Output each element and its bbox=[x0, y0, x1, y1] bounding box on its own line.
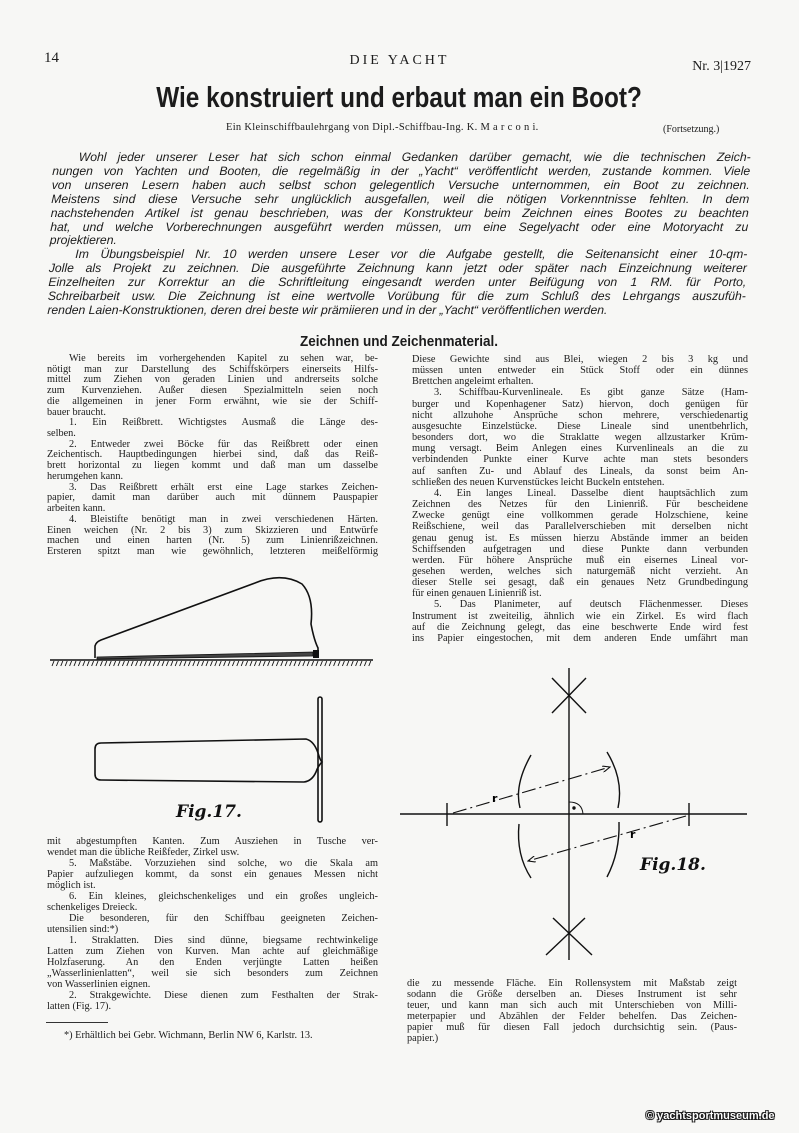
hatch-mark bbox=[193, 661, 195, 666]
text-line: besonders dort, wo die Straklatte wegen allzustarker Krüm- bbox=[412, 432, 748, 444]
text-line: von unseren Lesern haben auch selbst schon gelegentlich Versuche unternommen, ein Boot zu zeichnen. bbox=[51, 177, 750, 192]
hatch-mark bbox=[65, 661, 67, 666]
text-line: Zeichnen des Netzes für den Linienriß. Für bescheidene bbox=[412, 499, 748, 511]
hatch-mark bbox=[307, 661, 309, 666]
hatch-mark bbox=[360, 661, 362, 666]
text-line: 3. Schiffbau-Kurvenlineale. Es gibt ganze Sätze (Ham- bbox=[434, 387, 748, 399]
left-column-top bbox=[47, 354, 378, 558]
hatch-mark bbox=[188, 661, 190, 666]
text-line: für einen genauen Linienriß ist. bbox=[412, 588, 542, 600]
footnote-divider bbox=[46, 1022, 108, 1023]
text-line: arbeiten kann. bbox=[47, 503, 106, 515]
paragraph bbox=[47, 990, 378, 1012]
text-line: auf die Zeichnung gelegt, das eine beschwerte Ende wird fest bbox=[412, 621, 748, 633]
paragraph bbox=[47, 935, 378, 990]
hatch-mark bbox=[356, 661, 358, 666]
text-line: zum Kurvenziehen. Außer diesen Spezialmitteln seien noch bbox=[47, 385, 378, 397]
text-line: werden. Für höhere Ansprüche muß ein eisernes Lineal vor- bbox=[412, 554, 748, 566]
text-line: nungen von Yachten und Booten, die regelmäßig in der „Yacht“ veröffentlicht werden, zustande kommen. Viele bbox=[51, 163, 751, 178]
text-line: Jolle als Projekt zu zeichnen. Die ausgeführte Zeichnung kann jetzt oder später nach Einzeichnung weiterer bbox=[48, 261, 748, 276]
text-line: projektieren. bbox=[49, 233, 118, 248]
text-line: meterpapier und Abzählen der Felder behelfen. Das Zeichen- bbox=[407, 1011, 737, 1023]
hatch-mark bbox=[162, 661, 164, 666]
text-line: 6. Ein kleines, gleichschenkeliges und ein großes ungleich- bbox=[69, 891, 378, 902]
hatch-mark bbox=[118, 661, 120, 666]
hatch-mark bbox=[272, 661, 274, 666]
hatch-mark bbox=[171, 661, 173, 666]
hatch-mark bbox=[210, 661, 212, 666]
hatch-mark bbox=[149, 661, 151, 666]
text-line: mittel zum Ziehen von geraden Linien und andrerseits solche bbox=[47, 374, 378, 386]
hatch-mark bbox=[122, 661, 124, 666]
text-line: Meistens sind diese Versuche sehr unglücklich ausgefallen, weil die nötigen Vorkenntnisse fehlten. In dem bbox=[51, 191, 750, 206]
text-line: schließen des neuen Kurvenstückes leicht Buckeln entstehen. bbox=[412, 476, 665, 488]
hatch-mark bbox=[237, 661, 239, 666]
text-line: von Wasserlinien eignen. bbox=[47, 979, 151, 990]
text-line: Diese Gewichte sind aus Blei, wiegen 2 bis 3 kg und bbox=[412, 354, 748, 365]
article-title bbox=[0, 82, 799, 115]
intro-text bbox=[47, 151, 751, 318]
hatch-mark bbox=[56, 661, 58, 666]
issue-number: Nr. 3|1927 bbox=[692, 59, 751, 74]
text-line: Papier aufzuliegen kommt, da sonst ein genaues Messen nicht bbox=[47, 869, 378, 880]
hatch-mark bbox=[263, 661, 265, 666]
text-line: 5. Das Planimeter, auf deutsch Flächenmesser. Dieses bbox=[434, 599, 748, 611]
text-line: 3. Das Reißbrett erhält erst eine Lage starkes Zeichen- bbox=[69, 481, 378, 493]
lath-side-view bbox=[97, 652, 313, 659]
hatch-mark bbox=[78, 661, 80, 666]
hatch-mark bbox=[290, 661, 292, 666]
right-angle-mark bbox=[569, 802, 583, 814]
text-line: Latten zum Ziehen von Kurven. Man achte auf gleichmäßige bbox=[47, 946, 378, 957]
arc-right-lower bbox=[607, 822, 619, 877]
hatch-mark bbox=[153, 661, 155, 666]
paragraph bbox=[47, 248, 747, 318]
hatch-mark bbox=[92, 661, 94, 666]
paragraph bbox=[47, 836, 378, 858]
arc-left-lower bbox=[519, 824, 532, 878]
section-heading bbox=[0, 333, 799, 350]
intersection-mark-top bbox=[552, 678, 586, 713]
hatch-mark bbox=[294, 661, 296, 666]
hatch-mark bbox=[197, 661, 199, 666]
hatch-mark bbox=[338, 661, 340, 666]
paragraph bbox=[47, 418, 378, 439]
text-line: 1. Straklatten. Dies sind dünne, biegsame rechtwinkelige bbox=[69, 935, 378, 946]
hatch-mark bbox=[241, 661, 243, 666]
text-line: Die besonderen, für den Schiffbau geeigneten Zeichen- bbox=[69, 913, 378, 924]
hatch-mark bbox=[215, 661, 217, 666]
hatch-mark bbox=[347, 661, 349, 666]
arc-left-upper bbox=[518, 755, 531, 808]
text-line: herumgehen kann. bbox=[47, 470, 124, 482]
text-line: Holzfaserung. An den Enden verjüngte Latten heißen bbox=[47, 957, 378, 968]
hatch-mark bbox=[166, 661, 168, 666]
hatch-mark bbox=[285, 661, 287, 666]
text-line: ausgesuchte Einzelstücke. Diese Lineale sind unentbehrlich, bbox=[412, 420, 748, 432]
text-line: schenkeliges Dreieck. bbox=[47, 902, 138, 913]
paragraph bbox=[47, 891, 378, 913]
text-line: Reißschiene, weil das Parallelverschieben mit derselben nicht bbox=[412, 521, 748, 533]
right-angle-dot bbox=[573, 807, 575, 809]
hatch-mark bbox=[180, 661, 182, 666]
hatch-mark bbox=[206, 661, 208, 666]
hatch-mark bbox=[105, 661, 107, 666]
text-line: 4. Bleistifte benötigt man in zwei verschiedenen Härten. bbox=[69, 513, 378, 525]
text-line: Wohl jeder unserer Leser hat sich schon einmal Gedanken darüber gemacht, wie die technischen Zeich- bbox=[78, 150, 751, 164]
text-line: möglich ist. bbox=[47, 880, 96, 891]
text-line: nachstehenden Artikel ist genau beschrieben, was der Konstrukteur beim Zeichnen eines Bootes zu beachten bbox=[50, 205, 750, 220]
text-line: utensilien sind:*) bbox=[47, 924, 119, 935]
text-line: 2. Entweder zwei Böcke für das Reißbrett oder einen bbox=[69, 438, 378, 450]
hatch-mark bbox=[312, 661, 314, 666]
lath-top-view bbox=[318, 697, 322, 822]
journal-title: DIE YACHT bbox=[349, 53, 450, 68]
text-line: Schreibarbeit usw. Die Zeichnung ist eine wertvolle Vorübung für die zum Schluß des Lehrgangs auszufüh- bbox=[47, 289, 747, 304]
text-line: teuer, und kann man sich auch mit Unterschieben von Milli- bbox=[407, 1000, 737, 1012]
text-line: papier, damit man darüber auch mit dünnem Pauspapier bbox=[47, 492, 378, 504]
text-line: Instrument ist zweiteilig, ähnlich wie ein Zirkel. Es wird flach bbox=[412, 610, 748, 622]
paragraph bbox=[412, 599, 748, 644]
left-column-bottom bbox=[47, 836, 378, 1012]
text-line: gesehen werden, welches sich naturgemäß nicht verzieht. An bbox=[412, 565, 748, 577]
strak-weight-top-view bbox=[95, 739, 322, 782]
paragraph bbox=[50, 151, 751, 248]
hatch-mark bbox=[224, 661, 226, 666]
text-line: latten (Fig. 17). bbox=[47, 1001, 112, 1012]
hatch-mark bbox=[325, 661, 327, 666]
text-line: bauer braucht. bbox=[47, 406, 106, 418]
hatch-mark bbox=[369, 661, 371, 666]
right-column-bottom bbox=[407, 978, 737, 1045]
radius-label-left: r bbox=[492, 792, 498, 805]
hatch-mark bbox=[329, 661, 331, 666]
hatch-mark bbox=[316, 661, 318, 666]
text-line: Zwecke genügt eine vollkommen gerade Holzschiene, keine bbox=[412, 510, 748, 522]
paragraph bbox=[412, 387, 748, 487]
hatch-mark bbox=[74, 661, 76, 666]
article-subtitle: Ein Kleinschiffbaulehrgang von Dipl.-Schiffbau-Ing. K. M a r c o n i. bbox=[226, 122, 539, 133]
hatch-mark bbox=[303, 661, 305, 666]
text-line: sodann die Größe derselben an. Dieses Instrument ist sehr bbox=[407, 989, 737, 1001]
text-line: müssen unten entweder ein Stück Stoff oder ein dünnes bbox=[412, 365, 748, 377]
hatch-mark bbox=[136, 661, 138, 666]
footnote: *) Erhältlich bei Gebr. Wichmann, Berlin NW 6, Karlstr. 13. bbox=[64, 1030, 313, 1041]
hatch-mark bbox=[276, 661, 278, 666]
text-line: „Wasserlinienlatten“, weil sie sich besonders zum Zeichnen bbox=[47, 968, 378, 979]
text-line: 4. Ein langes Lineal. Dasselbe dient hauptsächlich zum bbox=[434, 487, 748, 499]
radius-label-right: r bbox=[630, 828, 636, 841]
hatch-mark bbox=[334, 661, 336, 666]
text-line: Ersteren spitzt man wie gewöhnlich, letzteren meißelförmig bbox=[47, 545, 378, 557]
text-line: papier.) bbox=[407, 1033, 439, 1045]
hatch-mark bbox=[114, 661, 116, 666]
hatch-mark bbox=[83, 661, 85, 666]
text-line: auf sanften Zu- und Ablauf des Lineals, da sonst beim An- bbox=[412, 465, 748, 477]
text-line: Im Übungsbeispiel Nr. 10 werden unsere Leser vor die Aufgabe gestellt, die Seitenansicht einer 10-qm- bbox=[75, 247, 748, 262]
hatch-mark bbox=[202, 661, 204, 666]
hatch-mark bbox=[268, 661, 270, 666]
text-line: Einzelheiten zur Korrektur an die Schriftleitung eingesandt werden unter Beifügung von 1 RM. für Porto, bbox=[48, 275, 747, 290]
text-line: hat, und welche Vorberechnungen ausgeführt werden müssen, um eine Segelyacht oder eine Motoryacht zu bbox=[50, 219, 749, 234]
hatch-mark bbox=[61, 661, 63, 666]
text-line: mit abgestumpften Kanten. Zum Ausziehen in Tusche ver- bbox=[47, 836, 378, 847]
text-line: papier muß für diesen Fall jedoch durchsichtig sein. (Paus- bbox=[407, 1022, 737, 1034]
hatch-mark bbox=[131, 661, 133, 666]
hatch-mark bbox=[298, 661, 300, 666]
paragraph bbox=[47, 354, 378, 418]
hatch-mark bbox=[246, 661, 248, 666]
hatch-mark bbox=[259, 661, 261, 666]
continued-note: (Fortsetzung.) bbox=[663, 124, 720, 135]
page-number: 14 bbox=[44, 50, 59, 66]
right-column-top bbox=[412, 354, 748, 644]
text-line: Brettchen angeleimt erhalten. bbox=[412, 376, 534, 388]
paragraph bbox=[407, 978, 737, 1045]
hatch-mark bbox=[184, 661, 186, 666]
fig17-label: Fig.17. bbox=[176, 802, 242, 822]
hatch-mark bbox=[342, 661, 344, 666]
paragraph bbox=[47, 483, 378, 515]
paragraph bbox=[47, 515, 378, 558]
hatch-mark bbox=[52, 661, 54, 666]
text-line: 5. Maßstäbe. Vorzuziehen sind solche, wo die Skala am bbox=[69, 858, 378, 869]
paragraph bbox=[412, 354, 748, 387]
intersection-mark-bottom bbox=[546, 918, 592, 955]
hatch-mark bbox=[250, 661, 252, 666]
hatch-mark bbox=[219, 661, 221, 666]
hatch-mark bbox=[175, 661, 177, 666]
text-line: nicht allzuhohe Ansprüche schon mehrere, verschiedenartig bbox=[412, 409, 748, 421]
ground-hatching bbox=[52, 661, 371, 666]
text-line: die allgemeinen in jener Form erwähnt, wie sie der Schiff- bbox=[47, 395, 378, 407]
radius-line-right bbox=[528, 816, 686, 861]
section-heading-text: Zeichnen und Zeichenmaterial. bbox=[300, 333, 499, 350]
hatch-mark bbox=[320, 661, 322, 666]
text-line: verbindenden Punkte einer Kurve achte man stets besonders bbox=[412, 454, 748, 466]
hatch-mark bbox=[364, 661, 366, 666]
hatch-mark bbox=[144, 661, 146, 666]
hatch-mark bbox=[228, 661, 230, 666]
hatch-mark bbox=[100, 661, 102, 666]
text-line: renden Laien-Konstruktionen, deren drei beste wir prämiieren und in der „Yacht“ veröffentlichen werden. bbox=[47, 302, 608, 317]
text-line: selben. bbox=[47, 428, 76, 440]
hatch-mark bbox=[96, 661, 98, 666]
text-line: dieser Stelle sei gesagt, daß ein genaues Netz Grundbedingung bbox=[412, 577, 748, 589]
hatch-mark bbox=[281, 661, 283, 666]
fig18-label: Fig.18. bbox=[640, 855, 706, 875]
text-line: Zeichentisch. Hauptbedingungen hierbei sind, daß das Reiß- bbox=[47, 449, 378, 461]
text-line: die zu messende Fläche. Ein Rollensystem mit Maßstab zeigt bbox=[407, 978, 737, 989]
paragraph bbox=[47, 440, 378, 483]
text-line: mung versagt. Beim Anlegen eines Kurvenlineals an die zu bbox=[412, 443, 748, 455]
text-line: Schiffsenden aufgetragen und diese Punkte dann verbunden bbox=[412, 543, 748, 555]
text-line: brett horizontal zu liegen kommt und daß man um dasselbe bbox=[47, 460, 378, 472]
weight-foot bbox=[313, 650, 319, 658]
hatch-mark bbox=[140, 661, 142, 666]
text-line: burger und Kopenhagener Satz) hiervon, doch genügen für bbox=[412, 398, 748, 410]
arc-right-upper bbox=[607, 752, 620, 808]
text-line: ins Papier eingestochen, mit dem anderen Ende umfährt man bbox=[412, 632, 748, 644]
hatch-mark bbox=[87, 661, 89, 666]
hatch-mark bbox=[351, 661, 353, 666]
hatch-mark bbox=[127, 661, 129, 666]
strak-weight-side-view bbox=[95, 578, 318, 658]
text-line: wendet man die übliche Reißfeder, Zirkel usw. bbox=[47, 847, 240, 858]
paragraph bbox=[47, 913, 378, 935]
text-line: 1. Ein Reißbrett. Wichtigstes Ausmaß die Länge des- bbox=[69, 417, 378, 429]
text-line: machen und einen harten (Nr. 5) zum Linienrißzeichnen. bbox=[47, 535, 378, 547]
text-line: Wie bereits im vorhergehenden Kapitel zu sehen war, be- bbox=[69, 353, 378, 364]
hatch-mark bbox=[254, 661, 256, 666]
paragraph bbox=[412, 488, 748, 600]
hatch-mark bbox=[109, 661, 111, 666]
text-line: 2. Strakgewichte. Diese dienen zum Festhalten der Strak- bbox=[69, 990, 378, 1001]
text-line: genau genug ist. Es müssen hierzu Abstände immer an beiden bbox=[412, 532, 748, 544]
watermark: © yachtsportmuseum.de bbox=[646, 1110, 775, 1122]
paragraph bbox=[47, 858, 378, 891]
article-title-text: Wie konstruiert und erbaut man ein Boot? bbox=[156, 82, 643, 114]
text-line: nötigt man zur Darstellung des Schiffskörpers einerseits Hilfs- bbox=[47, 363, 378, 375]
hatch-mark bbox=[232, 661, 234, 666]
text-line: Einen weichen (Nr. 2 bis 3) zum Skizzieren und Entwürfe bbox=[47, 524, 378, 536]
hatch-mark bbox=[158, 661, 160, 666]
hatch-mark bbox=[70, 661, 72, 666]
radius-line-left bbox=[453, 767, 610, 813]
